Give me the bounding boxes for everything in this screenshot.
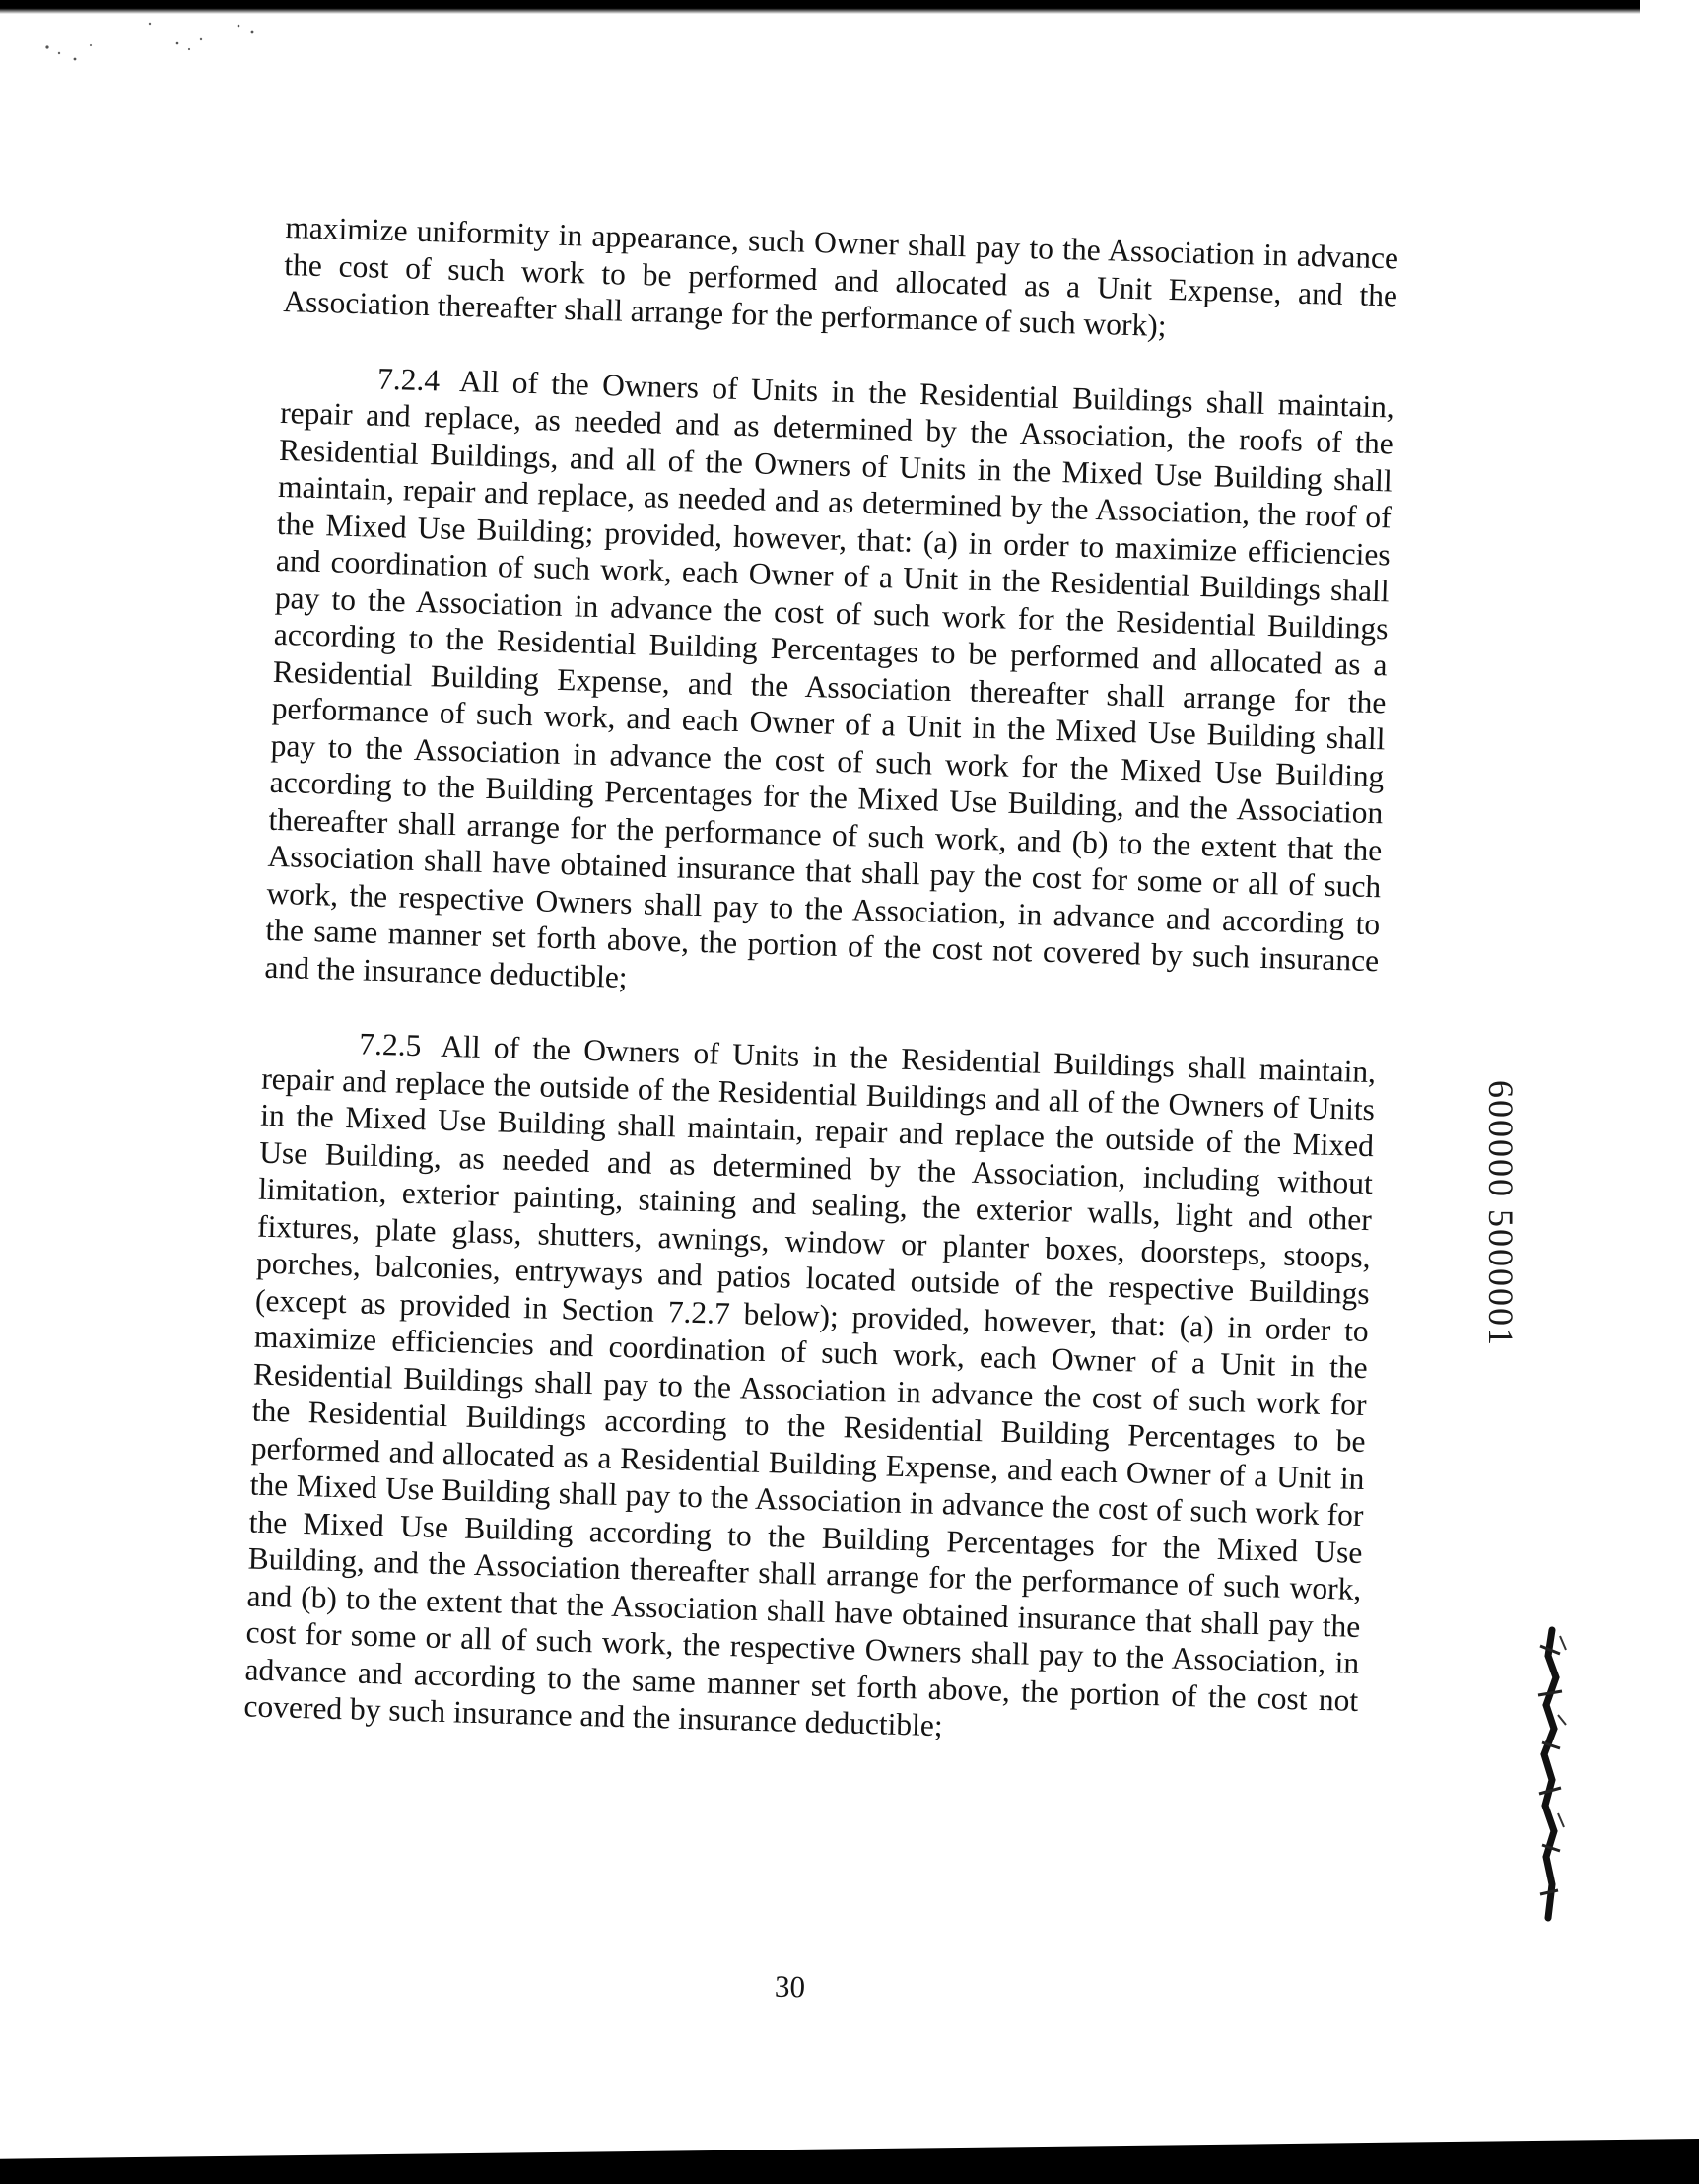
paragraph-7-2-5 [243, 1023, 1376, 1756]
handwritten-signature-mark [1530, 1626, 1572, 1922]
page-body [243, 209, 1399, 1755]
page-number: 30 [774, 1968, 806, 2005]
paragraph-text: maximize uniformity in appearance, such Owner shall pay to the Association in advance the cost of such work to be performed and allocated as a Unit Expense, and the Association thereafter shall arrange for the performance of such work); [282, 209, 1399, 343]
paragraph-7-2-4 [264, 357, 1394, 1016]
paragraph-continuation [283, 209, 1399, 351]
margin-bates-stamp: 600000 5000001 [1481, 1080, 1521, 1347]
section-number: 7.2.4 [376, 361, 441, 397]
scan-edge-top [0, 0, 1699, 14]
paragraph-text: All of the Owners of Units in the Residential Buildings shall maintain, repair and replace, as needed and as determined by the Association, the roofs of the Residential Buildings, and all of the Owners of Units in the Mixed Use Building shall maintain, repair and replace, as needed and as determined by the Association, the roof of the Mixed Use Building; provided, however, that: (a) in order to maximize efficiencies and coordination of such work, each Owner of a Unit in the Residential Buildings shall pay to the Association in advance the cost of such work for the Residential Buildings according to the Residential Building Percentages to be performed and allocated as a Residential Building Expense, and the Association thereafter shall arrange for the performance of such work, and each Owner of a Unit in the Mixed Use Building shall pay to the Association in advance the cost of such work for the Mixed Use Building according to the Building Percentages for the Mixed Use Building, and the Association thereafter shall arrange for the performance of such work, and (b) to the extent that the Association shall have obtained insurance that shall pay the cost for some or all of such work, the respective Owners shall pay to the Association, in advance and according to the same manner set forth above, the portion of the cost not covered by such insurance and the insurance deductible; [264, 363, 1395, 994]
scan-edge-bottom [0, 2139, 1699, 2184]
paragraph-text: All of the Owners of Units in the Residential Buildings shall maintain, repair and replace the outside of the Residential Buildings and all of the Owners of Units in the Mixed Use Building shall maintain, repair and replace the outside of the Mixed Use Building, as needed and as determined by the Association, including without limitation, exterior painting, staining and sealing, the exterior walls, light and other fixtures, plate glass, shutters, awnings, window or planter boxes, doorsteps, stoops, porches, balconies, entryways and patios located outside of the respective Buildings (except as provided in Section 7.2.7 below); provided, however, that: (a) in order to maximize efficiencies and coordination of such work, each Owner of a Unit in the Residential Buildings shall pay to the Association in advance the cost of such work for the Residential Buildings according to the Residential Building Percentages to be performed and allocated as a Residential Building Expense, and each Owner of a Unit in the Mixed Use Building shall pay to the Association in advance the cost of such work for the Mixed Use Building according to the Building Percentages for the Mixed Use Building, and the Association thereafter shall arrange for the performance of such work, and (b) to the extent that the Association shall have obtained insurance that shall pay the cost for some or all of such work, the respective Owners shall pay to the Association, in advance and according to the same manner set forth above, the portion of the cost not covered by such insurance and the insurance deductible; [243, 1028, 1377, 1743]
scan-specks [39, 20, 276, 79]
section-number: 7.2.5 [358, 1026, 422, 1063]
